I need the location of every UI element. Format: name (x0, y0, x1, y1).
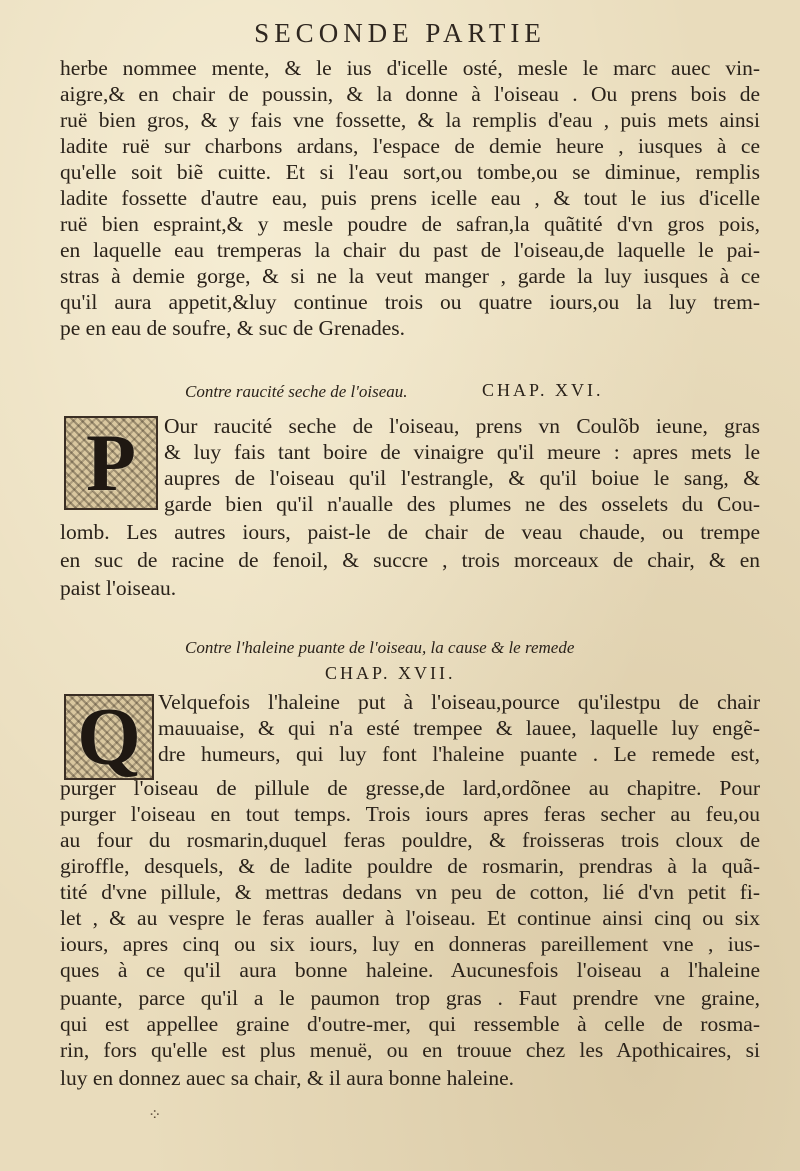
printer-mark: ⁘ (148, 1105, 162, 1124)
text-line: Velquefois l'haleine put à l'oiseau,pource qu'ilestpu de chair (158, 690, 760, 714)
text-line: qu'il aura appetit,&luy continue trois ou quatre iours,ou la luy trem- (60, 290, 760, 314)
text-line: herbe nommee mente, & le ius d'icelle osté, mesle le marc auec vin- (60, 56, 760, 80)
drop-cap (64, 691, 154, 782)
text-line: aupres de l'oiseau qu'il l'estrangle, & qu'il boiue le sang, & (164, 466, 760, 490)
text-line: dre humeurs, qui luy font l'haleine puante . Le remede est, (158, 742, 760, 766)
running-head: SECONDE PARTIE (254, 18, 546, 48)
text-line: paist l'oiseau. (60, 576, 177, 600)
text-line: ques à ce qu'il aura bonne haleine. Aucunesfois l'oiseau a l'haleine (60, 958, 760, 982)
text-line: en laquelle eau tremperas la chair du past de l'oiseau,de laquelle le pai- (60, 238, 760, 262)
chapter-heading: Contre l'haleine puante de l'oiseau, la cause & le remede (185, 638, 575, 657)
text-line: qui est appellee graine d'outre-mer, qui ressemble à celle de rosma- (60, 1012, 760, 1036)
text-line: puante, parce qu'il a le paumon trop gras . Faut prendre vne graine, (60, 986, 760, 1010)
drop-cap-letter: Q (77, 691, 141, 782)
drop-cap (64, 416, 158, 510)
text-line: ladite ruë sur charbons ardans, l'espace de demie heure , iusques à ce (60, 134, 760, 158)
text-line: ladite fossette d'autre eau, puis prens icelle eau , & tout le ius d'icelle (60, 186, 760, 210)
text-line: en suc de racine de fenoil, & succre , trois morceaux de chair, & en (60, 548, 760, 572)
text-line: purger l'oiseau en tout temps. Trois iours apres feras secher au feu,ou (60, 802, 760, 826)
text-line: giroffle, desquels, & de ladite pouldre de rosmarin, prendras à la quã- (60, 854, 760, 878)
text-line: qu'elle soit biẽ cuitte. Et si l'eau sort,ou tombe,ou se diminue, remplis (60, 160, 760, 184)
text-line: stras à demie gorge, & si ne la veut manger , garde la luy iusques à ce (60, 264, 760, 288)
text-line: rin, fors qu'elle est plus menuë, ou en trouue chez les Apothicaires, si (60, 1038, 760, 1062)
text-line: au four du rosmarin,duquel feras pouldre, & froisseras trois cloux de (60, 828, 760, 852)
text-line: pe en eau de soufre, & suc de Grenades. (60, 316, 406, 340)
text-line: mauuaise, & qui n'a esté trempee & lauee, laquelle luy engẽ- (158, 716, 760, 740)
chapter-heading: Contre raucité seche de l'oiseau. (185, 382, 408, 401)
text-line: & luy fais tant boire de vinaigre qu'il meure : apres mets le (164, 440, 760, 464)
text-line: tité d'vne pillule, & mettras dedans vn peu de cotton, lié d'vn petit fi- (60, 880, 760, 904)
text-line: ruë bien espraint,& y mesle poudre de safran,la quãtité d'vn gros pois, (60, 212, 760, 236)
text-line: iours, apres cinq ou six iours, luy en donneras pareillement vne , ius- (60, 932, 760, 956)
text-line: luy en donnez auec sa chair, & il aura bonne haleine. (60, 1066, 515, 1090)
text-line: garde bien qu'il n'aualle des plumes ne des osselets du Cou- (164, 492, 760, 516)
text-line: let , & au vespre le feras aualler à l'oiseau. Et continue ainsi cinq ou six (60, 906, 760, 930)
drop-cap-letter: P (85, 417, 137, 508)
text-line: lomb. Les autres iours, paist-le de chair de veau chaude, ou trempe (60, 520, 760, 544)
text-line: purger l'oiseau de pillule de gresse,de lard,ordõnee au chapitre. Pour (60, 776, 760, 800)
text-line: Our raucité seche de l'oiseau, prens vn Coulõb ieune, gras (164, 414, 760, 438)
chapter-number: CHAP. XVII. (325, 663, 456, 683)
text-line: ruë bien gros, & y fais vne fossette, & la remplis d'eau , puis mets ainsi (60, 108, 760, 132)
chapter-number: CHAP. XVI. (482, 380, 604, 400)
text-line: aigre,& en chair de poussin, & la donne à l'oiseau . Ou prens bois de (60, 82, 760, 106)
